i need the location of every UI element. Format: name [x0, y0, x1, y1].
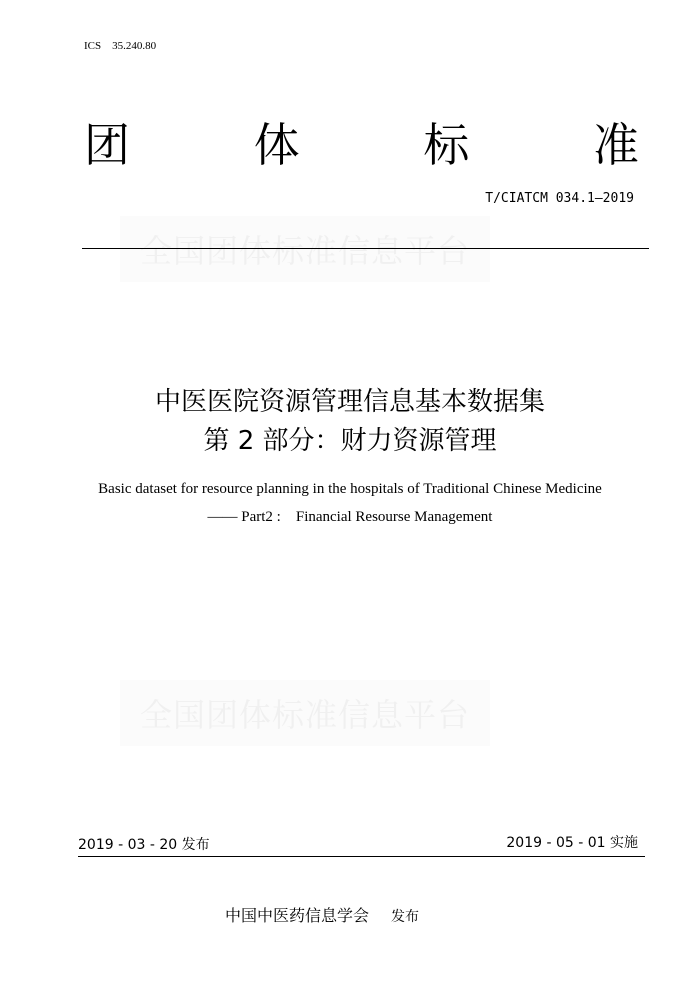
watermark-top: 全国团体标准信息平台	[120, 216, 490, 282]
chinese-title-line-1: 中医医院资源管理信息基本数据集	[154, 387, 545, 417]
title-char-3: 标	[423, 118, 470, 172]
header-divider	[82, 248, 649, 249]
publisher-line	[225, 903, 419, 926]
chinese-title-line-2: 第 2 部分：财力资源管理	[203, 426, 497, 456]
footer-divider	[78, 856, 645, 857]
publisher-name: 中国中医药信息学会	[225, 906, 370, 925]
publisher-action: 发布	[391, 909, 420, 925]
title-char-1: 团	[84, 118, 130, 172]
standard-number: T/CIATCM 034.1—2019	[485, 191, 634, 206]
title-char-4: 准	[592, 118, 639, 172]
ics-code: ICS 35.240.80	[84, 40, 157, 52]
publish-date: 2019 - 03 - 20 发布	[78, 837, 210, 853]
document-type-title	[84, 115, 639, 175]
watermark-bottom: 全国团体标准信息平台	[120, 680, 490, 746]
title-char-2: 体	[253, 118, 300, 172]
english-title-line-1: Basic dataset for resource planning in the hospitals of Traditional Chinese Medicine	[98, 481, 602, 497]
implement-date: 2019 - 05 - 01 实施	[506, 835, 638, 851]
english-title-line-2: —— Part2 : Financial Resourse Management	[207, 509, 493, 525]
